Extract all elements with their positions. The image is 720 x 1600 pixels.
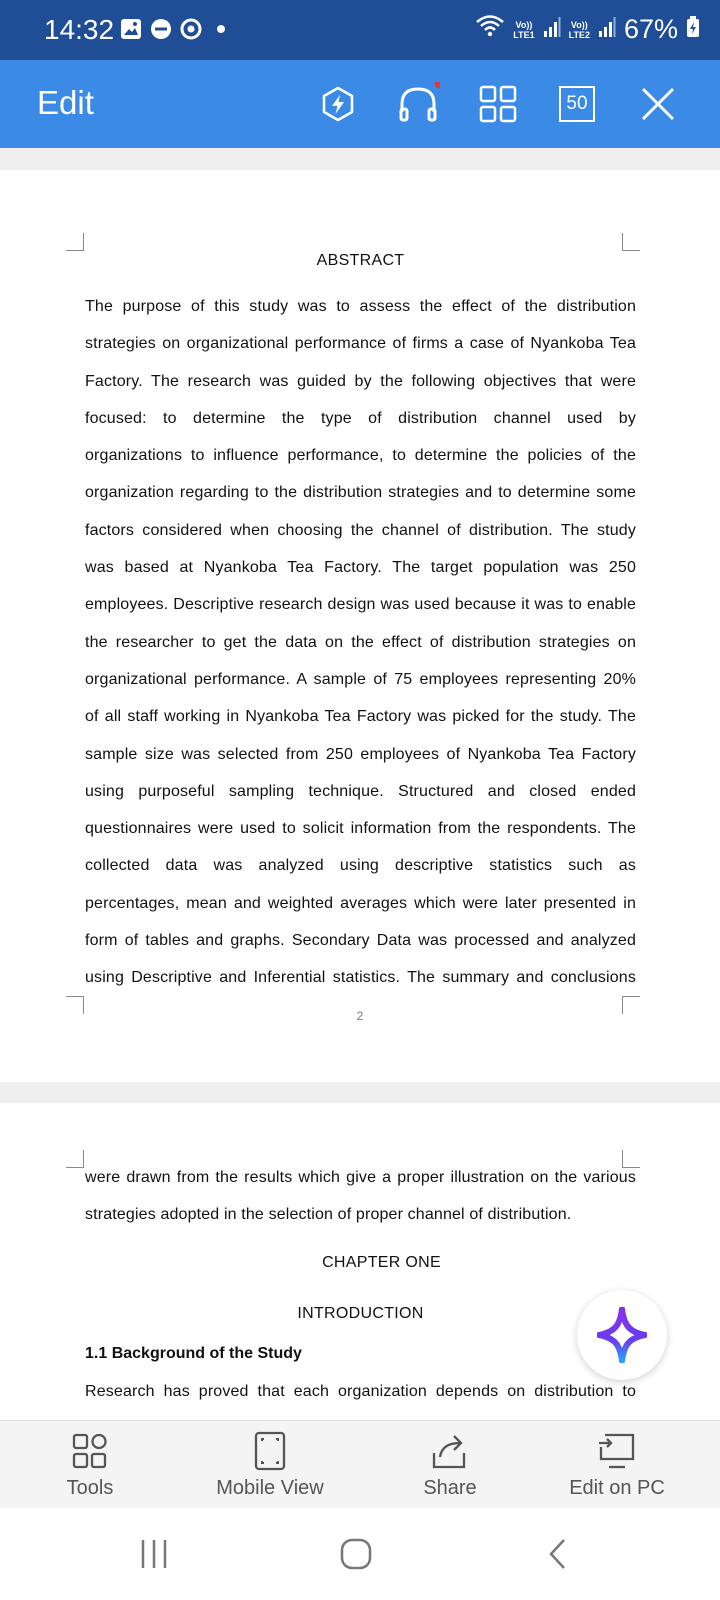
abstract-body [85,288,636,997]
text-line: using purposeful sampling technique. Structured and closed ended [85,782,636,800]
back-chevron-icon [546,1537,570,1571]
page-number: 2 [356,1009,364,1023]
view-grid-button[interactable] [474,80,522,128]
home-icon [339,1537,373,1571]
headphones-icon [396,82,440,126]
sim2-network-label: LTE2 [568,29,590,40]
system-navigation-bar [0,1508,720,1600]
text-line: focused: to determine the type of distribution channel used by [85,409,636,427]
ai-assistant-button[interactable] [577,1290,667,1380]
gallery-icon [120,18,142,40]
share-button[interactable] [370,1431,530,1500]
grid-icon [479,85,517,123]
document-page-1 [0,170,720,1082]
sim2-indicator [569,20,590,40]
text-line: organizational performance. A sample of 75 employees representing 20% [85,670,636,688]
text-line: strategies on organizational performance of firms a case of Nyankoba Tea [85,335,636,353]
notification-dot-icon [435,82,441,89]
sim2-volte-label: Vo)) [570,19,588,30]
read-aloud-button[interactable] [394,80,442,128]
bottom-toolbar [0,1420,720,1508]
sim1-indicator [513,20,534,40]
text-line: employees. Descriptive research design was used because it was to enable [85,596,636,614]
sim1-volte-label: Vo)) [515,19,533,30]
text-line: organizations to influence performance, to determine the policies of the [85,447,636,465]
signal-icon-sim2 [598,14,616,45]
text-line: strategies adopted in the selection of proper channel of distribution. [85,1206,572,1224]
close-button[interactable] [634,80,682,128]
text-line: Research has proved that each organization depends on distribution to [85,1383,636,1400]
wifi-icon [475,14,505,45]
section-heading: 1.1 Background of the Study [85,1345,302,1362]
zoom-value: 50 [566,93,588,114]
status-notification-icons [120,18,232,40]
sim1-network-label: LTE1 [513,29,535,40]
do-not-disturb-icon [150,18,172,40]
text-line: collected data was analyzed using descriptive statistics such as [85,857,636,875]
introduction-heading: INTRODUCTION [297,1305,424,1322]
more-notifications-dot-icon [210,18,232,40]
edit-title[interactable]: Edit [37,84,94,121]
mobile-view-label: Mobile View [216,1477,324,1499]
battery-charging-icon [686,14,700,45]
mobile-view-button[interactable] [190,1431,350,1500]
share-label: Share [423,1477,477,1499]
recent-apps-button[interactable] [124,1534,184,1574]
close-icon [640,86,676,122]
status-time: 14:32 [44,14,115,45]
text-line: The purpose of this study was to assess the effect of the distribution [85,298,636,315]
ai-quick-action-button[interactable] [314,80,362,128]
tools-label: Tools [66,1477,114,1499]
chapter-heading: CHAPTER ONE [322,1254,441,1271]
text-line: the researcher to get the data on the effect of distribution strategies on [85,633,636,651]
continued-paragraph [85,1159,636,1234]
desktop-icon [537,1431,697,1471]
text-line: Factory. The research was guided by the following objectives that were [85,372,636,390]
text-line: was based at Nyankoba Tea Factory. The target population was 250 [85,559,636,577]
text-line: were drawn from the results which give a proper illustration on the various [85,1169,636,1186]
page-count-button[interactable] [553,80,601,128]
margin-corner-mark [66,233,84,251]
margin-corner-mark [622,233,640,251]
edit-on-pc-label: Edit on PC [569,1477,665,1499]
recent-apps-icon [137,1538,171,1570]
share-icon [370,1431,530,1471]
text-line: organization regarding to the distribution strategies and to determine some [85,484,636,502]
text-line: percentages, mean and weighted averages which were later presented in [85,894,636,912]
zoom-badge [559,86,595,122]
text-line: of all staff working in Nyankoba Tea Factory was picked for the study. The [85,708,636,726]
text-line: sample size was selected from 250 employees of Nyankoba Tea Factory [85,745,636,763]
mobile-view-icon [190,1431,350,1471]
text-line: using Descriptive and Inferential statistics. The summary and conclusions [85,969,636,987]
back-button[interactable] [528,1534,588,1574]
battery-percent: 67% [623,14,678,44]
chrome-icon [180,18,202,40]
margin-corner-mark [66,1150,84,1168]
abstract-heading: ABSTRACT [316,252,405,269]
sparkle-icon [597,1307,647,1363]
edit-on-pc-button[interactable] [537,1431,697,1500]
document-viewport[interactable] [0,148,720,1420]
home-button[interactable] [326,1534,386,1574]
section-paragraph [85,1373,636,1410]
bolt-hexagon-icon [319,85,357,123]
text-line: questionnaires were used to solicit information from the respondents. The [85,820,636,838]
text-line: factors considered when choosing the channel of distribution. The study [85,521,636,539]
tools-icon [10,1431,170,1471]
tools-button[interactable] [10,1431,170,1500]
status-system-icons [475,14,700,45]
app-bar [0,60,720,148]
text-line: form of tables and graphs. Secondary Data was processed and analyzed [85,932,636,950]
status-bar [0,0,720,60]
signal-icon-sim1 [543,14,561,45]
